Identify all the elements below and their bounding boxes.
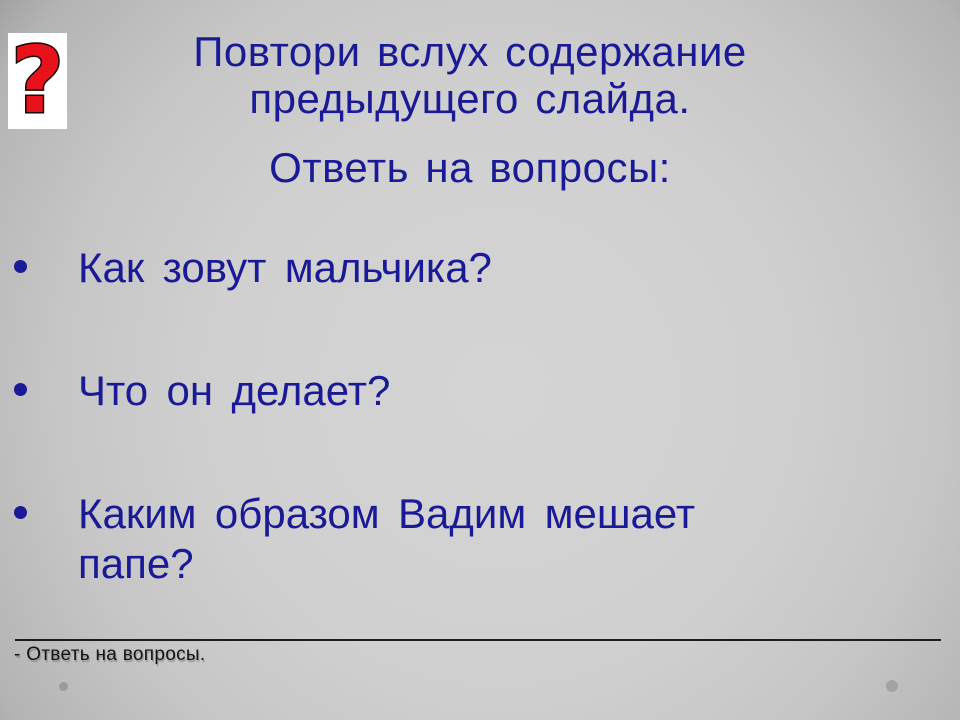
slide-title <box>0 28 940 191</box>
list-item <box>0 489 960 589</box>
bullet-dot-icon <box>14 260 27 273</box>
title-line-2: предыдущего слайда. <box>249 75 691 122</box>
footer-note: - Ответь на вопросы. <box>14 644 206 665</box>
bullet-text: Как зовут мальчика? <box>78 244 492 291</box>
decor-dot-right <box>886 680 898 692</box>
bullet-dot-icon <box>14 506 27 519</box>
bullet-text: Что он делает? <box>78 367 391 414</box>
footer-divider <box>15 639 941 641</box>
list-item <box>0 243 960 293</box>
bullet-dot-icon <box>14 383 27 396</box>
title-line-1: Повтори вслух содержание <box>193 28 747 75</box>
slide-subtitle: Ответь на вопросы: <box>269 144 671 191</box>
list-item <box>0 366 960 416</box>
bullet-text: Каким образом Вадим мешает папе? <box>78 490 696 587</box>
bullet-list <box>0 243 960 662</box>
decor-dot-left <box>59 682 68 691</box>
svg-text:?: ? <box>10 33 65 129</box>
